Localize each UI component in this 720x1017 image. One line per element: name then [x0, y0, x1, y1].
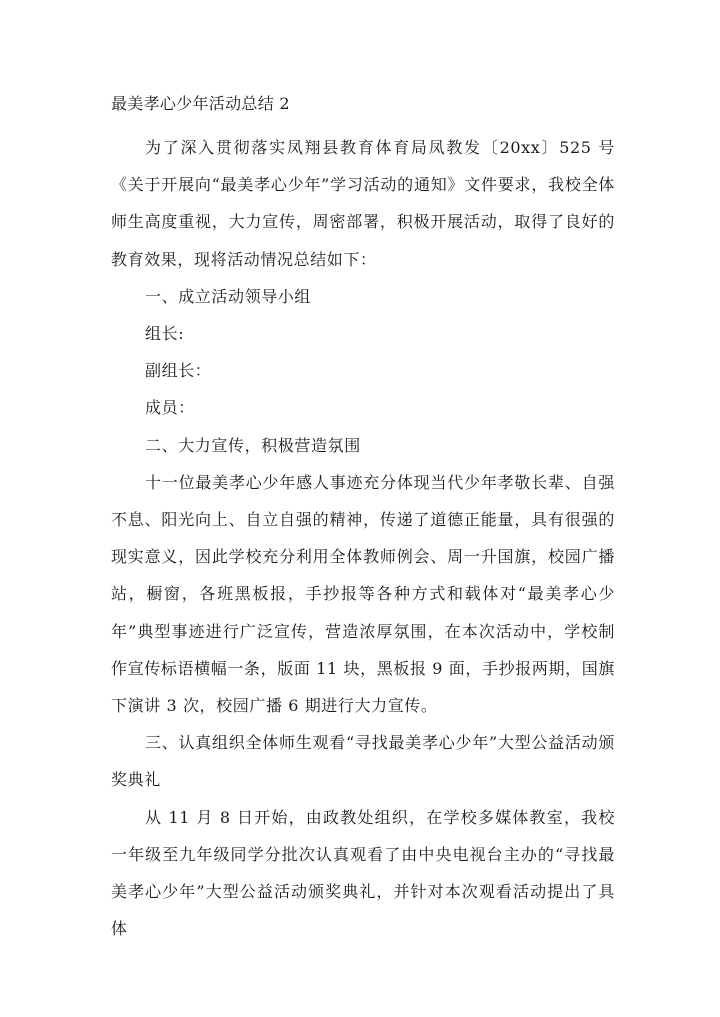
- section-heading-award-ceremony: 三、认真组织全体师生观看“寻找最美孝心少年”大型公益活动颁奖典礼: [111, 733, 615, 790]
- deputy-leader-line: 副组长：: [145, 361, 212, 381]
- members-line: 成员：: [145, 398, 195, 418]
- intro-paragraph: 为了深入贯彻落实凤翔县教育体育局凤教发〔20xx〕525 号《关于开展向“最美孝心少年”学习活动的通知》文件要求，我校全体师生高度重视，大力宣传，周密部署，积极开展活动，取得了良好的教育效果，现将活动情况总结如下：: [111, 138, 615, 269]
- group-leader-line: 组长:: [145, 324, 185, 344]
- document-body: [111, 92, 615, 947]
- document-title: 最美孝心少年活动总结 2: [111, 94, 290, 113]
- publicity-paragraph: 十一位最美孝心少年感人事迹充分体现当代少年孝敬长辈、自强不息、阳光向上、自立自强的精神，传递了道德正能量，具有很强的现实意义，因此学校充分利用全体教师例会、周一升国旗，校园广播站，橱窗，各班黑板报，手抄报等各种方式和载体对“最美孝心少年”典型事迹进行广泛宣传，营造浓厚氛围，在本次活动中，学校制作宣传标语横幅一条，版面 11 块，黑板报 9 面，手抄报两期，国旗下演讲 3 次，校园广播 6 期进行大力宣传。: [111, 472, 615, 716]
- award-ceremony-paragraph: 从 11 月 8 日开始，由政教处组织，在学校多媒体教室，我校一年级至九年级同学分批次认真观看了由中央电视台主办的“寻找最美孝心少年”大型公益活动颁奖典礼，并针对本次观看活动提出了具体: [111, 807, 615, 939]
- section-heading-leadership-group: 一、成立活动领导小组: [145, 286, 312, 306]
- section-heading-publicity: 二、大力宣传，积极营造氛围: [145, 435, 361, 455]
